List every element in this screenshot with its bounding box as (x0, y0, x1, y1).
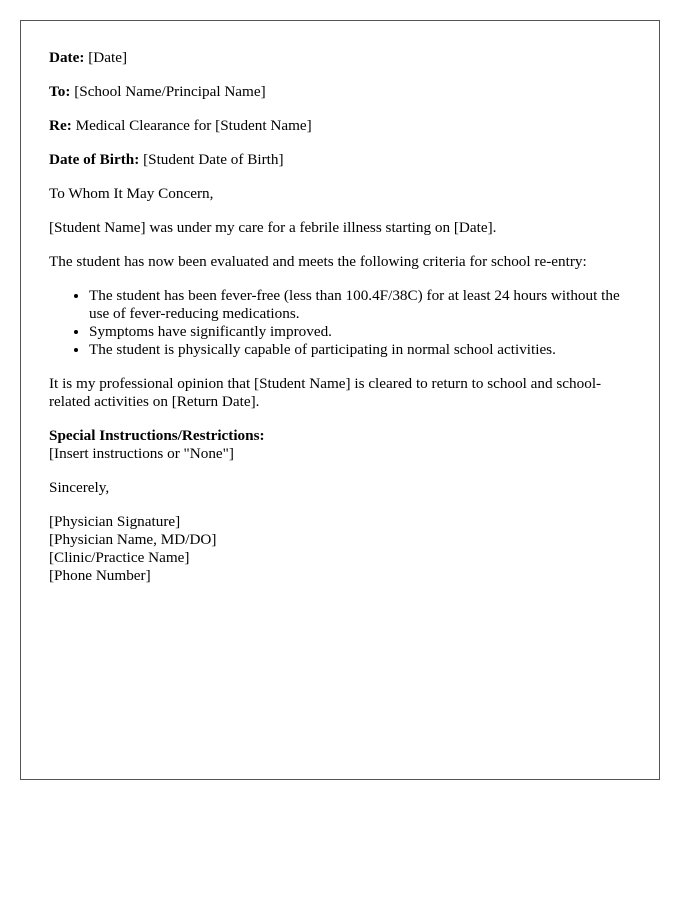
care-paragraph: [Student Name] was under my care for a febrile illness starting on [Date]. (49, 219, 497, 236)
instructions-value: [Insert instructions or "None"] (49, 445, 234, 462)
re-label: Re: (49, 117, 72, 134)
salutation: To Whom It May Concern, (49, 185, 214, 202)
signature-block (49, 513, 631, 585)
medical-clearance-letter (20, 20, 660, 780)
dob-line (49, 151, 631, 169)
date-label: Date: (49, 49, 85, 66)
instructions-label: Special Instructions/Restrictions: (49, 427, 265, 444)
physician-name: [Physician Name, MD/DO] (49, 531, 217, 548)
criteria-item: • Symptoms have significantly improved. (89, 323, 631, 341)
closing: Sincerely, (49, 479, 110, 496)
phone-number: [Phone Number] (49, 567, 151, 584)
date-value: [Date] (84, 49, 128, 66)
physician-signature: [Physician Signature] (49, 513, 181, 530)
criteria-item: • The student is physically capable of participating in normal school activities. (89, 341, 631, 359)
criteria-item: • The student has been fever-free (less than 100.4F/38C) for at least 24 hours without the use of fever-reducing medications. (89, 287, 631, 323)
dob-value: [Student Date of Birth] (139, 151, 284, 168)
special-instructions (49, 427, 631, 463)
criteria-list (49, 287, 631, 359)
dob-label: Date of Birth: (49, 151, 140, 168)
re-line (49, 117, 631, 135)
to-line (49, 83, 631, 101)
date-line (49, 49, 631, 67)
evaluation-paragraph: The student has now been evaluated and meets the following criteria for school re-entry: (49, 253, 587, 270)
to-value: [School Name/Principal Name] (70, 83, 266, 100)
clinic-name: [Clinic/Practice Name] (49, 549, 190, 566)
re-value: Medical Clearance for [Student Name] (71, 117, 312, 134)
opinion-paragraph: It is my professional opinion that [Student Name] is cleared to return to school and school-related activities on [Return Date]. (49, 375, 602, 410)
to-label: To: (49, 83, 71, 100)
